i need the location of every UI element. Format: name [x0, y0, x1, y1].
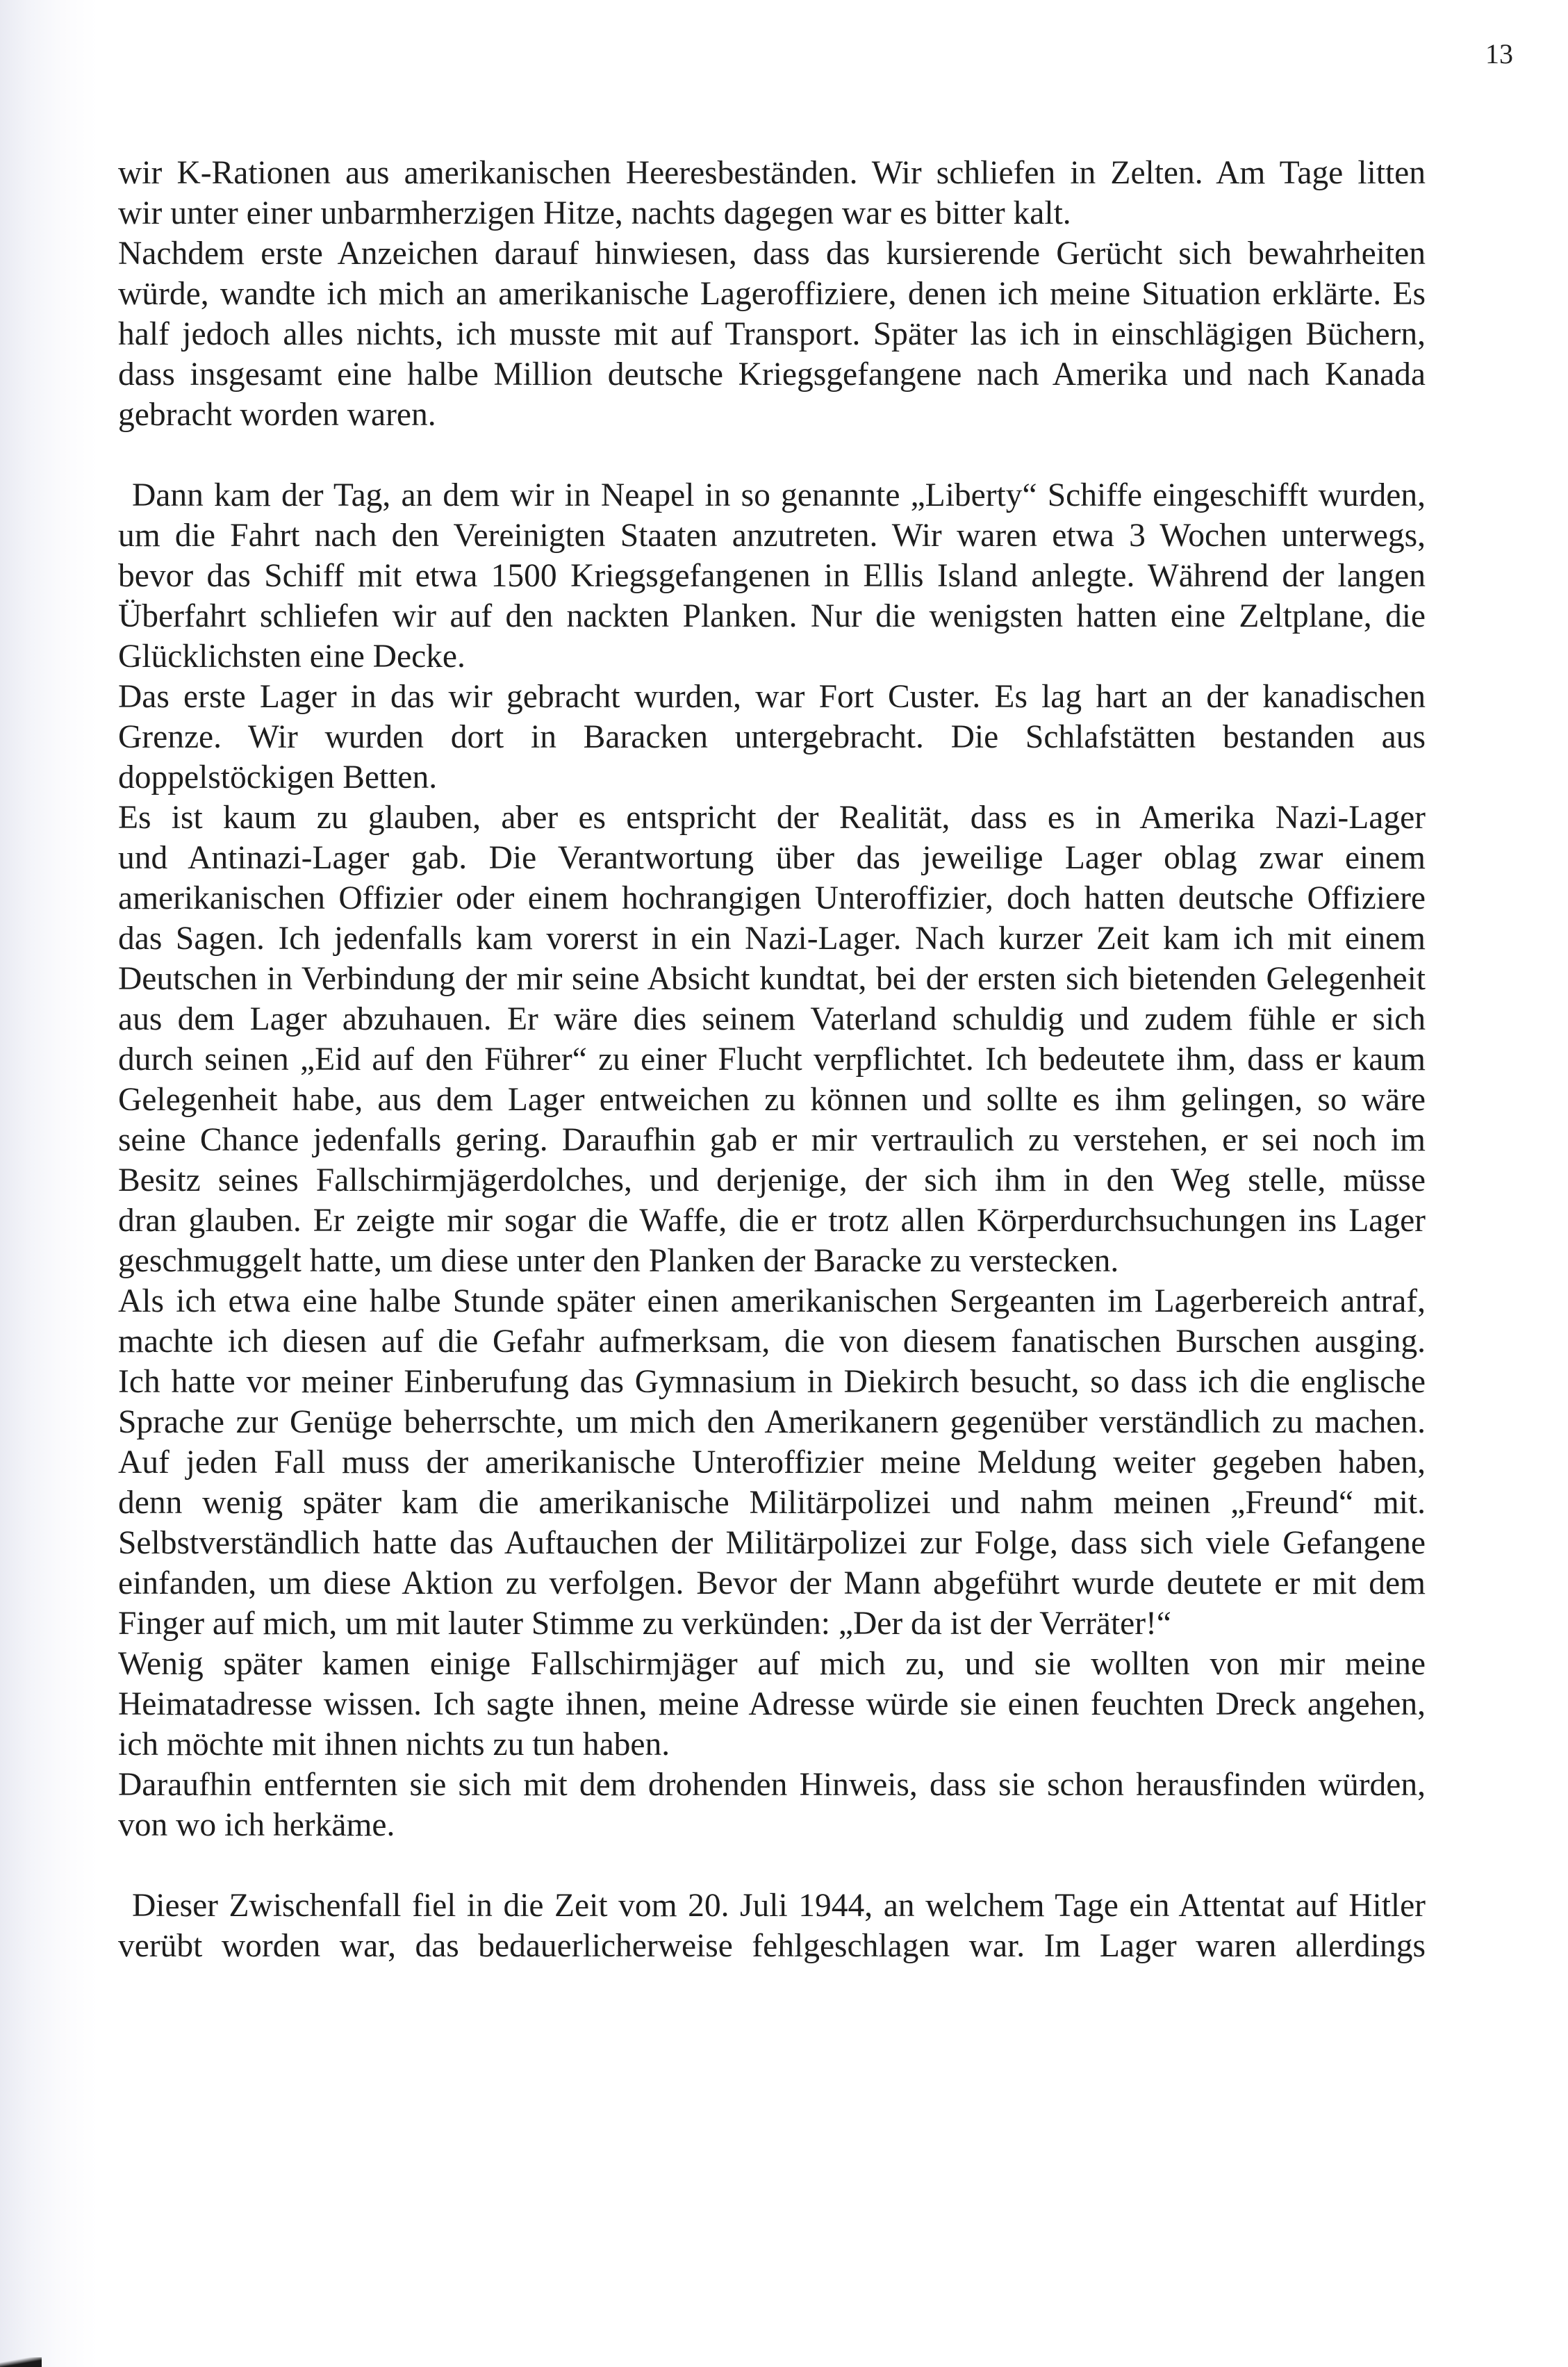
text-line: gebracht worden waren.	[118, 397, 436, 433]
text-line: durch seinen „Eid auf den Führer“ zu einer Flucht verpflichtet. Ich bedeutete ihm, dass er kaum	[118, 1041, 1426, 1078]
paragraph-sergeant	[118, 1281, 1426, 1644]
text-line: das Sagen. Ich jedenfalls kam vorerst in ein Nazi-Lager. Nach kurzer Zeit kam ich mit einem	[118, 921, 1426, 957]
paragraph-fallschirmjaeger	[118, 1644, 1426, 1765]
paragraph-spacer	[118, 435, 1426, 475]
text-line: einfanden, um diese Aktion zu verfolgen. Bevor der Mann abgeführt wurde deutete er mit dem	[118, 1565, 1426, 1601]
text-line: bevor das Schiff mit etwa 1500 Kriegsgefangenen in Ellis Island anlegte. Während der langen	[118, 558, 1426, 594]
text-line: ich möchte mit ihnen nichts zu tun haben.	[118, 1726, 670, 1763]
text-line: um die Fahrt nach den Vereinigten Staaten anzutreten. Wir waren etwa 3 Wochen unterwegs,	[118, 518, 1426, 554]
text-line: wir unter einer unbarmherzigen Hitze, nachts dagegen war es bitter kalt.	[118, 195, 1071, 231]
text-line: verübt worden war, das bedauerlicherweise fehlgeschlagen war. Im Lager waren allerdings	[118, 1928, 1426, 1964]
text-line: Besitz seines Fallschirmjägerdolches, und derjenige, der sich ihm in den Weg stelle, müsse	[118, 1162, 1426, 1198]
text-line: denn wenig später kam die amerikanische Militärpolizei und nahm meinen „Freund“ mit.	[118, 1485, 1426, 1521]
text-line: doppelstöckigen Betten.	[118, 759, 438, 795]
text-line: würde, wandte ich mich an amerikanische Lageroffiziere, denen ich meine Situation erklärte. Es	[118, 276, 1426, 312]
text-line: amerikanischen Offizier oder einem hochrangigen Unteroffizier, doch hatten deutsche Offiziere	[118, 880, 1426, 916]
text-line: von wo ich herkäme.	[118, 1807, 395, 1843]
paragraph-transport	[118, 233, 1426, 435]
text-line: Auf jeden Fall muss der amerikanische Unteroffizier meine Meldung weiter gegeben haben,	[118, 1444, 1426, 1481]
page-number: 13	[1485, 38, 1513, 69]
text-line: Glücklichsten eine Decke.	[118, 638, 465, 675]
text-line: dran glauben. Er zeigte mir sogar die Waffe, die er trotz allen Körperdurchsuchungen ins Lager	[118, 1203, 1426, 1239]
paragraph-spacer	[118, 1845, 1426, 1886]
text-line: Wenig später kamen einige Fallschirmjäger auf mich zu, und sie wollten von mir meine	[118, 1646, 1426, 1682]
scan-corner-shadow	[0, 2357, 42, 2367]
text-line: und Antinazi-Lager gab. Die Verantwortung über das jeweilige Lager oblag zwar einem	[118, 840, 1426, 876]
text-line: machte ich diesen auf die Gefahr aufmerksam, die von diesem fanatischen Burschen ausging.	[118, 1323, 1426, 1360]
text-line: Nachdem erste Anzeichen darauf hinwiesen, dass das kursierende Gerücht sich bewahrheiten	[118, 236, 1426, 272]
paragraph-nazi-lager	[118, 798, 1426, 1281]
paragraph-k-rationen	[118, 153, 1426, 233]
text-line: Das erste Lager in das wir gebracht wurden, war Fort Custer. Es lag hart an der kanadischen	[118, 679, 1426, 715]
text-line: dass insgesamt eine halbe Million deutsche Kriegsgefangene nach Amerika und nach Kanada	[118, 356, 1426, 393]
paragraph-liberty-ship	[118, 475, 1426, 677]
text-line: Es ist kaum zu glauben, aber es entspricht der Realität, dass es in Amerika Nazi-Lager	[118, 800, 1426, 836]
text-line: Heimatadresse wissen. Ich sagte ihnen, meine Adresse würde sie einen feuchten Dreck angehen,	[118, 1686, 1426, 1722]
text-line: Als ich etwa eine halbe Stunde später einen amerikanischen Sergeanten im Lagerbereich antraf,	[118, 1283, 1426, 1319]
text-line: Dieser Zwischenfall fiel in die Zeit vom 20. Juli 1944, an welchem Tage ein Attentat auf Hitler	[132, 1888, 1426, 1924]
body-text	[118, 153, 1426, 1966]
text-line: Daraufhin entfernten sie sich mit dem drohenden Hinweis, dass sie schon herausfinden würden,	[118, 1767, 1426, 1803]
text-line: Selbstverständlich hatte das Auftauchen der Militärpolizei zur Folge, dass sich viele Gefangene	[118, 1525, 1426, 1561]
text-line: Gelegenheit habe, aus dem Lager entweichen zu können und sollte es ihm gelingen, so wäre	[118, 1082, 1426, 1118]
paragraph-threat	[118, 1765, 1426, 1845]
text-line: Deutschen in Verbindung der mir seine Absicht kundtat, bei der ersten sich bietenden Gelegenheit	[118, 961, 1426, 997]
text-line: geschmuggelt hatte, um diese unter den Planken der Baracke zu verstecken.	[118, 1243, 1119, 1279]
text-line: Ich hatte vor meiner Einberufung das Gymnasium in Diekirch besucht, so dass ich die englische	[118, 1364, 1426, 1400]
text-line: Sprache zur Genüge beherrschte, um mich den Amerikanern gegenüber verständlich zu machen.	[118, 1404, 1426, 1440]
text-line: aus dem Lager abzuhauen. Er wäre dies seinem Vaterland schuldig und zudem fühle er sich	[118, 1001, 1426, 1037]
text-line: half jedoch alles nichts, ich musste mit auf Transport. Später las ich in einschlägigen Büchern,	[118, 316, 1426, 352]
text-line: Dann kam der Tag, an dem wir in Neapel in so genannte „Liberty“ Schiffe eingeschifft wurden,	[132, 477, 1426, 513]
text-line: Grenze. Wir wurden dort in Baracken untergebracht. Die Schlafstätten bestanden aus	[118, 719, 1426, 755]
text-line: Überfahrt schliefen wir auf den nackten Planken. Nur die wenigsten hatten eine Zeltplane, die	[118, 598, 1426, 634]
text-line: wir K-Rationen aus amerikanischen Heeresbeständen. Wir schliefen in Zelten. Am Tage litten	[118, 155, 1426, 191]
paragraph-fort-custer	[118, 677, 1426, 798]
text-line: seine Chance jedenfalls gering. Daraufhin gab er mir vertraulich zu verstehen, er sei noch im	[118, 1122, 1426, 1158]
text-line: Finger auf mich, um mit lauter Stimme zu verkünden: „Der da ist der Verräter!“	[118, 1606, 1171, 1642]
paragraph-20-juli-1944	[118, 1886, 1426, 1966]
